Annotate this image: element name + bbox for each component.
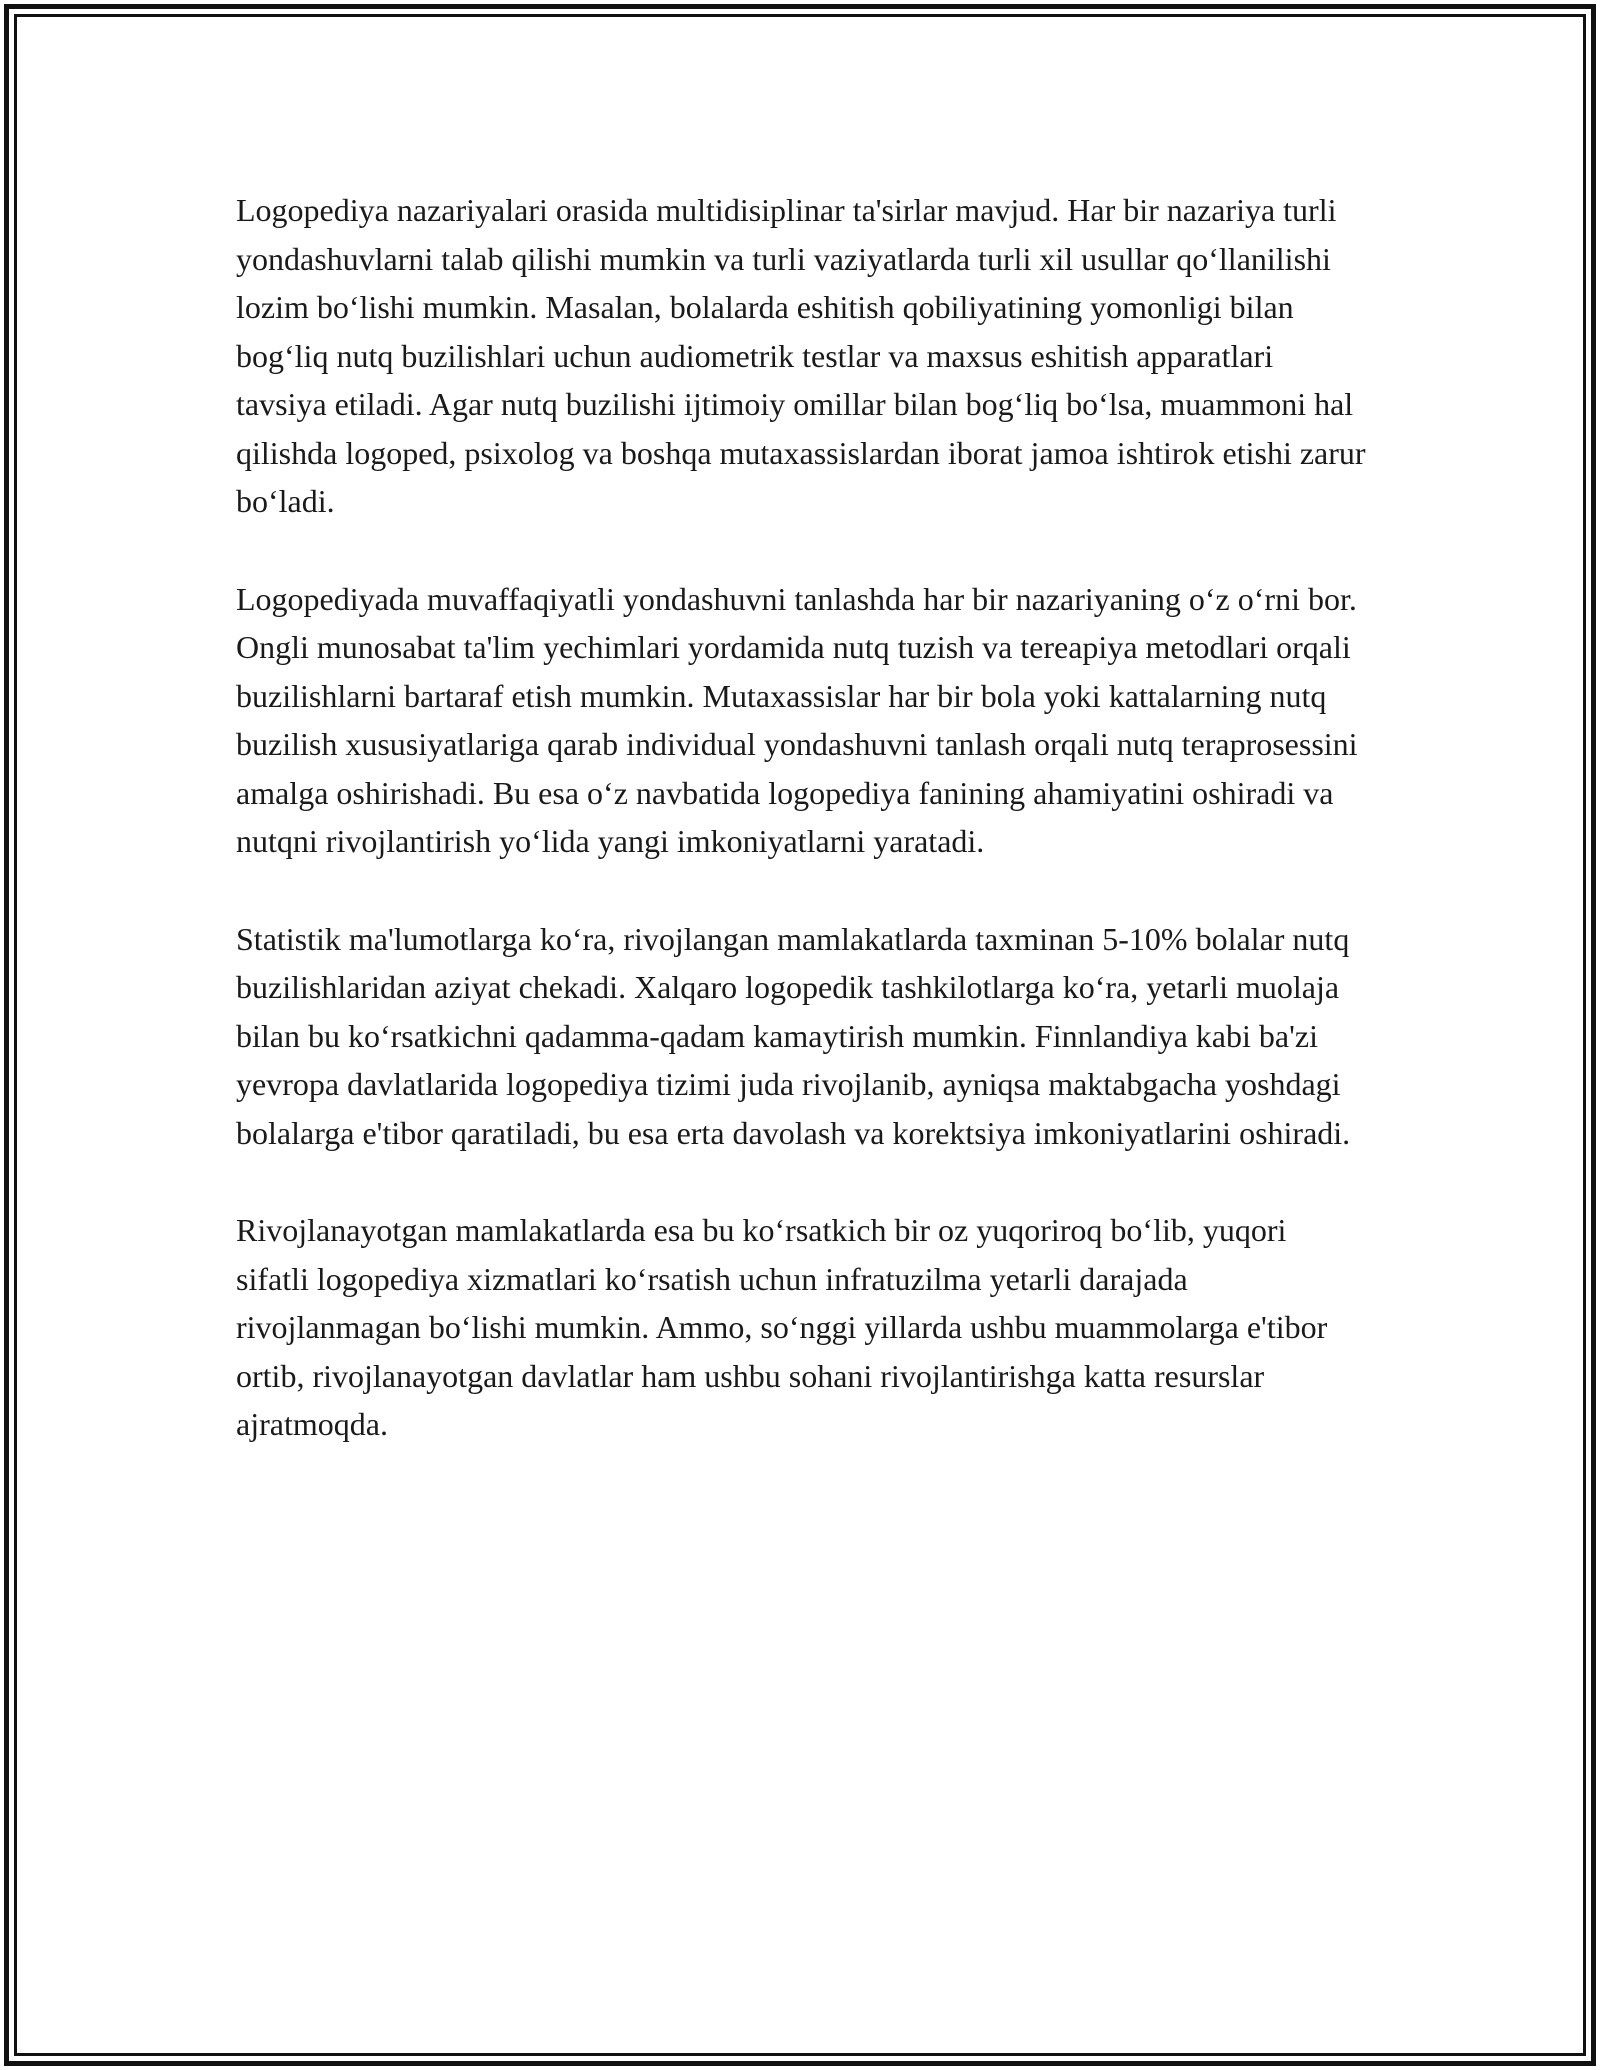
paragraph-developing-countries: Rivojlanayotgan mamlakatlarda esa bu ko‘rsatkich bir oz yuqoriroq bo‘lib, yuqori sifatli logopediya xizmatlari ko‘rsatish uchun infratuzilma yetarli darajada rivojlanmagan bo‘lishi mumkin. Ammo, so‘nggi yillarda ushbu muammolarga e'tibor ortib, rivojlanayotgan davlatlar ham ushbu sohani rivojlantirishga katta resurslar ajratmoqda.	[236, 1212, 1328, 1442]
document-body	[236, 186, 1366, 1498]
paragraph-approach: Logopediyada muvaffaqiyatli yondashuvni tanlashda har bir nazariyaning o‘z o‘rni bor. Ongli munosabat ta'lim yechimlari yordamida nutq tuzish va tereapiya metodlari orqali buzilishlarni bartaraf etish mumkin. Mutaxassislar har bir bola yoki kattalarning nutq buzilish xususiyatlariga qarab individual yondashuvni tanlash orqali nutq teraprosessini amalga oshirishadi. Bu esa o‘z navbatida logopediya fanining ahamiyatini oshiradi va nutqni rivojlantirish yo‘lida yangi imkoniyatlarni yaratadi.	[236, 580, 1358, 859]
paragraph-statistics: Statistik ma'lumotlarga ko‘ra, rivojlangan mamlakatlarda taxminan 5-10% bolalar nutq buzilishlaridan aziyat chekadi. Xalqaro logopedik tashkilotlarga ko‘ra, yetarli muolaja bilan bu ko‘rsatkichni qadamma-qadam kamaytirish mumkin. Finnlandiya kabi ba'zi yevropa davlatlarida logopediya tizimi juda rivojlanib, ayniqsa maktabgacha yoshdagi bolalarga e'tibor qaratiladi, bu esa erta davolash va korektsiya imkoniyatlarini oshiradi.	[236, 920, 1351, 1151]
paragraph-multidisciplinary: Logopediya nazariyalari orasida multidisiplinar ta'sirlar mavjud. Har bir nazariya turli yondashuvlarni talab qilishi mumkin va turli vaziyatlarda turli xil usullar qo‘llanilishi lozim bo‘lishi mumkin. Masalan, bolalarda eshitish qobiliyatining yomonligi bilan bog‘liq nutq buzilishlari uchun audiometrik testlar va maxsus eshitish apparatlari tavsiya etiladi. Agar nutq buzilishi ijtimoiy omillar bilan bog‘liq bo‘lsa, muammoni hal qilishda logoped, psixolog va boshqa mutaxassislardan iborat jamoa ishtirok etishi zarur bo‘ladi.	[236, 192, 1366, 519]
